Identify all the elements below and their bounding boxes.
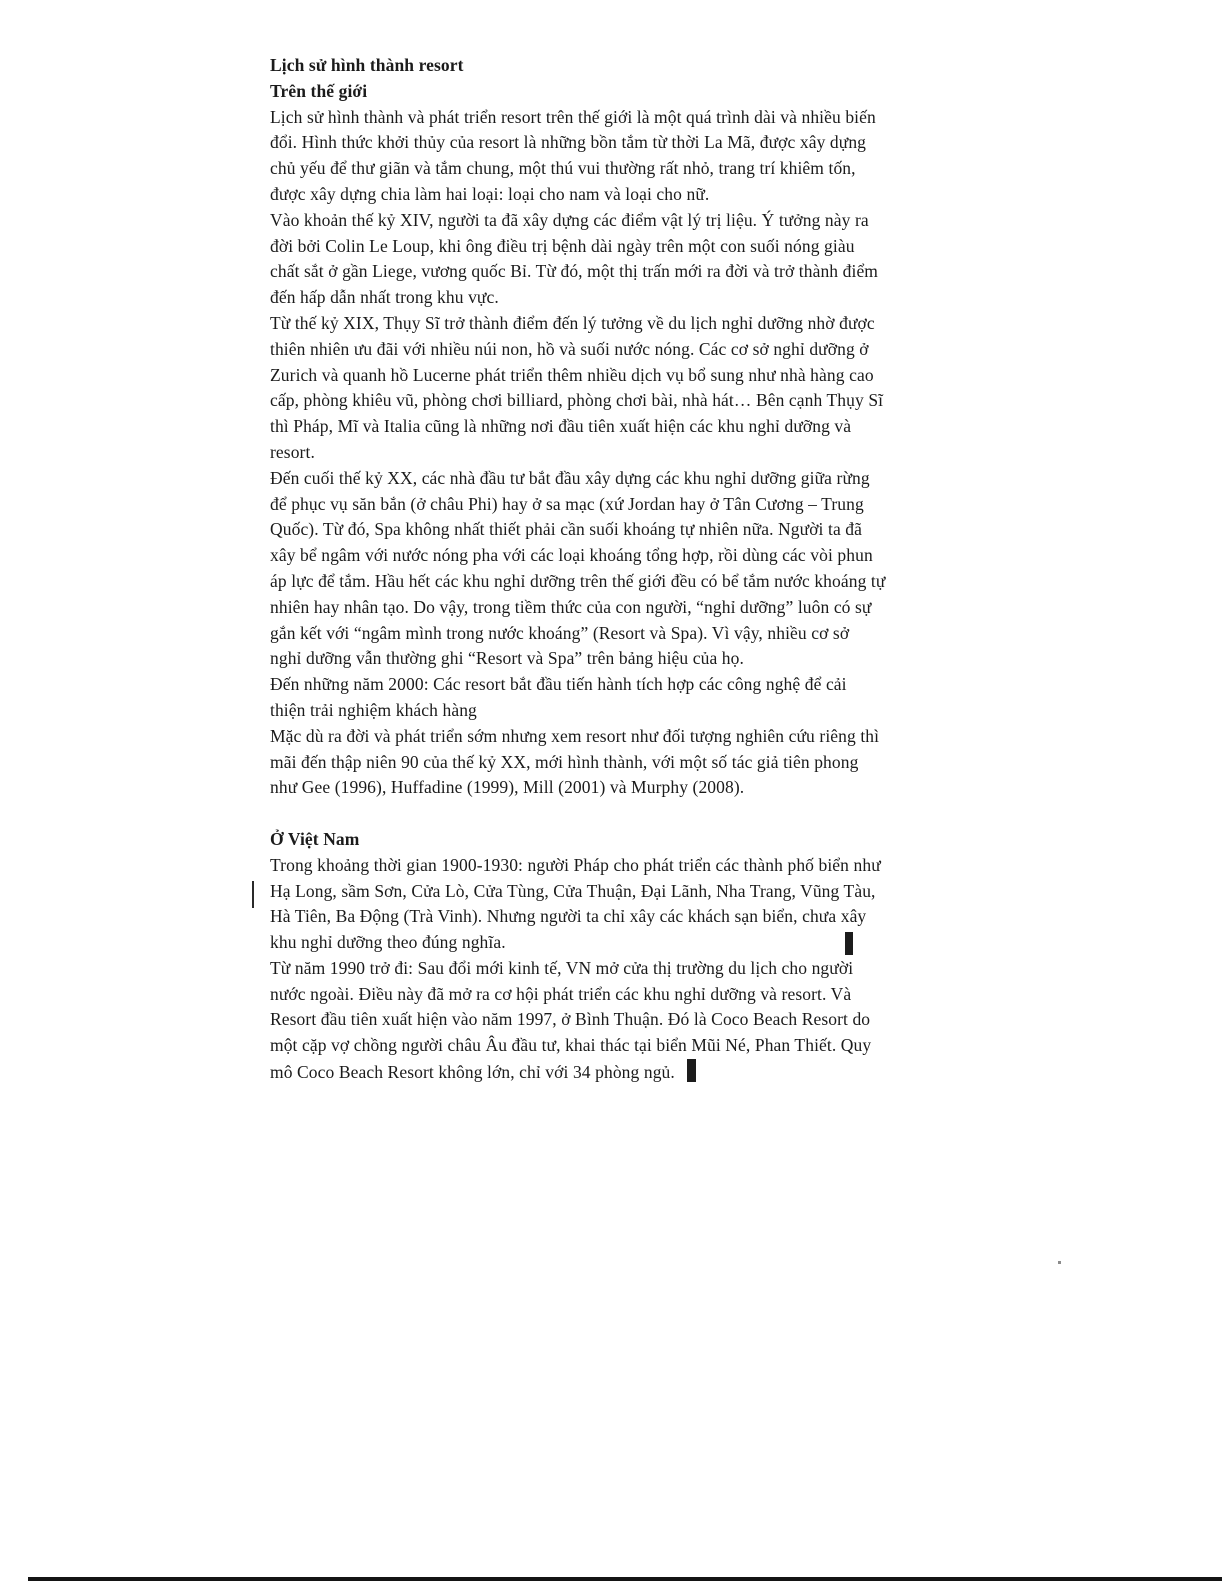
- line-text: đời bởi Colin Le Loup, khi ông điều trị bệnh dài ngày trên một con suối nóng giàu: [270, 235, 855, 256]
- text-line: [270, 775, 942, 801]
- revision-change-bar: [252, 881, 254, 908]
- line-text: thì Pháp, Mĩ và Italia cũng là những nơi đầu tiên xuất hiện các khu nghỉ dưỡng và: [270, 416, 852, 437]
- text-line: [270, 492, 942, 518]
- line-text: mô Coco Beach Resort không lớn, chỉ với 34 phòng ngủ.: [270, 1062, 675, 1083]
- text-line: [270, 595, 942, 621]
- text-line: [270, 750, 942, 776]
- text-line: [270, 311, 942, 337]
- text-line: [270, 234, 942, 260]
- text-cursor[interactable]: [687, 1059, 696, 1082]
- text-line: [270, 956, 942, 982]
- line-text: được xây dựng chia làm hai loại: loại cho nam và loại cho nữ.: [270, 183, 710, 204]
- text-line: [270, 363, 942, 389]
- text-line: [270, 337, 942, 363]
- line-text: Từ năm 1990 trở đi: Sau đổi mới kinh tế, VN mở cửa thị trường du lịch cho người: [270, 957, 854, 978]
- line-text: như Gee (1996), Huffadine (1999), Mill (2001) và Murphy (2008).: [270, 777, 745, 798]
- text-line: [270, 466, 942, 492]
- line-text: áp lực để tắm. Hầu hết các khu nghỉ dưỡng trên thế giới đều có bể tắm nước khoáng tự: [270, 570, 886, 591]
- text-line: [270, 208, 942, 234]
- line-text: chất sắt ở gần Liege, vương quốc Bỉ. Từ đó, một thị trấn mới ra đời và trở thành điểm: [270, 261, 879, 282]
- line-text: Hà Tiên, Ba Động (Trà Vinh). Nhưng người ta chỉ xây các khách sạn biển, chưa xây: [270, 906, 867, 927]
- line-text: cấp, phòng khiêu vũ, phòng chơi billiard, phòng chơi bài, nhà hát… Bên cạnh Thụy Sĩ: [270, 390, 884, 411]
- text-line: [270, 259, 942, 285]
- text-line: [270, 982, 942, 1008]
- line-text: một cặp vợ chồng người châu Âu đầu tư, khai thác tại biển Mũi Né, Phan Thiết. Quy: [270, 1035, 872, 1056]
- text-line: [270, 672, 942, 698]
- line-text: Mặc dù ra đời và phát triển sớm nhưng xem resort như đối tượng nghiên cứu riêng thì: [270, 725, 880, 746]
- line-text: mãi đến thập niên 90 của thế kỷ XX, mới hình thành, với một số tác giả tiên phong: [270, 751, 859, 772]
- line-text: Đến những năm 2000: Các resort bắt đầu tiến hành tích hợp các công nghệ để cải: [270, 674, 847, 695]
- line-text: đổi. Hình thức khởi thủy của resort là những bồn tắm từ thời La Mã, được xây dựng: [270, 132, 867, 153]
- text-line: [270, 930, 942, 956]
- text-line: [270, 543, 942, 569]
- line-text: khu nghỉ dưỡng theo đúng nghĩa.: [270, 932, 506, 953]
- line-text: resort.: [270, 441, 315, 462]
- line-text: đến hấp dẫn nhất trong khu vực.: [270, 287, 499, 308]
- text-cursor[interactable]: [845, 932, 853, 955]
- line-text: xây bể ngâm với nước nóng pha với các loại khoáng tổng hợp, rồi dùng các vòi phun: [270, 545, 873, 566]
- line-text: nước ngoài. Điều này đã mở ra cơ hội phát triển các khu nghỉ dưỡng và resort. Và: [270, 983, 852, 1004]
- text-line: [270, 182, 942, 208]
- line-text: gắn kết với “ngâm mình trong nước khoáng” (Resort và Spa). Vì vậy, nhiều cơ sở: [270, 622, 850, 643]
- line-text: Zurich và quanh hồ Lucerne phát triển thêm nhiều dịch vụ bổ sung như nhà hàng cao: [270, 364, 874, 385]
- line-text: Trong khoảng thời gian 1900-1930: người Pháp cho phát triển các thành phố biển như: [270, 854, 881, 875]
- text-line: [270, 517, 942, 543]
- text-line: [270, 1059, 942, 1085]
- heading-line: [270, 53, 942, 79]
- line-text: Lịch sử hình thành và phát triển resort trên thế giới là một quá trình dài và nhiều biến: [270, 106, 876, 127]
- text-line: [270, 853, 942, 879]
- line-text: Quốc). Từ đó, Spa không nhất thiết phải cần suối khoáng tự nhiên nữa. Người ta đã: [270, 519, 863, 540]
- line-text: nghỉ dưỡng vẫn thường ghi “Resort và Spa” trên bảng hiệu của họ.: [270, 648, 744, 669]
- text-line: [270, 879, 942, 905]
- line-text: thiên nhiên ưu đãi với nhiều núi non, hồ và suối nước nóng. Các cơ sở nghỉ dưỡng ở: [270, 338, 869, 359]
- line-text: Vào khoản thế kỷ XIV, người ta đã xây dựng các điểm vật lý trị liệu. Ý tưởng này ra: [270, 209, 869, 230]
- text-line: [270, 621, 942, 647]
- line-text: chủ yếu để thư giãn và tắm chung, một thú vui thường rất nhỏ, trang trí khiêm tốn,: [270, 158, 856, 179]
- line-text: Từ thế kỷ XIX, Thụy Sĩ trở thành điểm đến lý tưởng về du lịch nghỉ dưỡng nhờ được: [270, 312, 875, 333]
- heading-line: [270, 79, 942, 105]
- text-line: [270, 904, 942, 930]
- text-line: [270, 1007, 942, 1033]
- text-line: [270, 388, 942, 414]
- text-line: [270, 440, 942, 466]
- text-line: [270, 698, 942, 724]
- line-text: Ở Việt Nam: [270, 828, 360, 849]
- text-line: [270, 1033, 942, 1059]
- blank-line: [270, 801, 942, 827]
- line-text: Đến cuối thế kỷ XX, các nhà đầu tư bắt đầu xây dựng các khu nghỉ dưỡng giữa rừng: [270, 467, 870, 488]
- line-text: nhiên hay nhân tạo. Do vậy, trong tiềm thức của con người, “nghỉ dưỡng” luôn có sự: [270, 596, 872, 617]
- text-line: [270, 569, 942, 595]
- bottom-window-edge-bar: [28, 1577, 1222, 1581]
- text-line: [270, 105, 942, 131]
- dust-speck: [1058, 1261, 1061, 1264]
- heading-line: [270, 827, 942, 853]
- line-text: để phục vụ săn bắn (ở châu Phi) hay ở sa mạc (xứ Jordan hay ở Tân Cương – Trung: [270, 493, 864, 514]
- line-text: Trên thế giới: [270, 80, 368, 101]
- line-text: thiện trải nghiệm khách hàng: [270, 699, 477, 720]
- text-line: [270, 646, 942, 672]
- line-text: Hạ Long, sầm Sơn, Cửa Lò, Cửa Tùng, Cửa Thuận, Đại Lãnh, Nha Trang, Vũng Tàu,: [270, 880, 876, 901]
- text-line: [270, 156, 942, 182]
- text-line: [270, 130, 942, 156]
- line-text: Resort đầu tiên xuất hiện vào năm 1997, ở Bình Thuận. Đó là Coco Beach Resort do: [270, 1009, 871, 1030]
- line-text: Lịch sử hình thành resort: [270, 55, 464, 75]
- text-line: [270, 285, 942, 311]
- document-body[interactable]: [270, 53, 942, 1085]
- text-line: [270, 724, 942, 750]
- text-line: [270, 414, 942, 440]
